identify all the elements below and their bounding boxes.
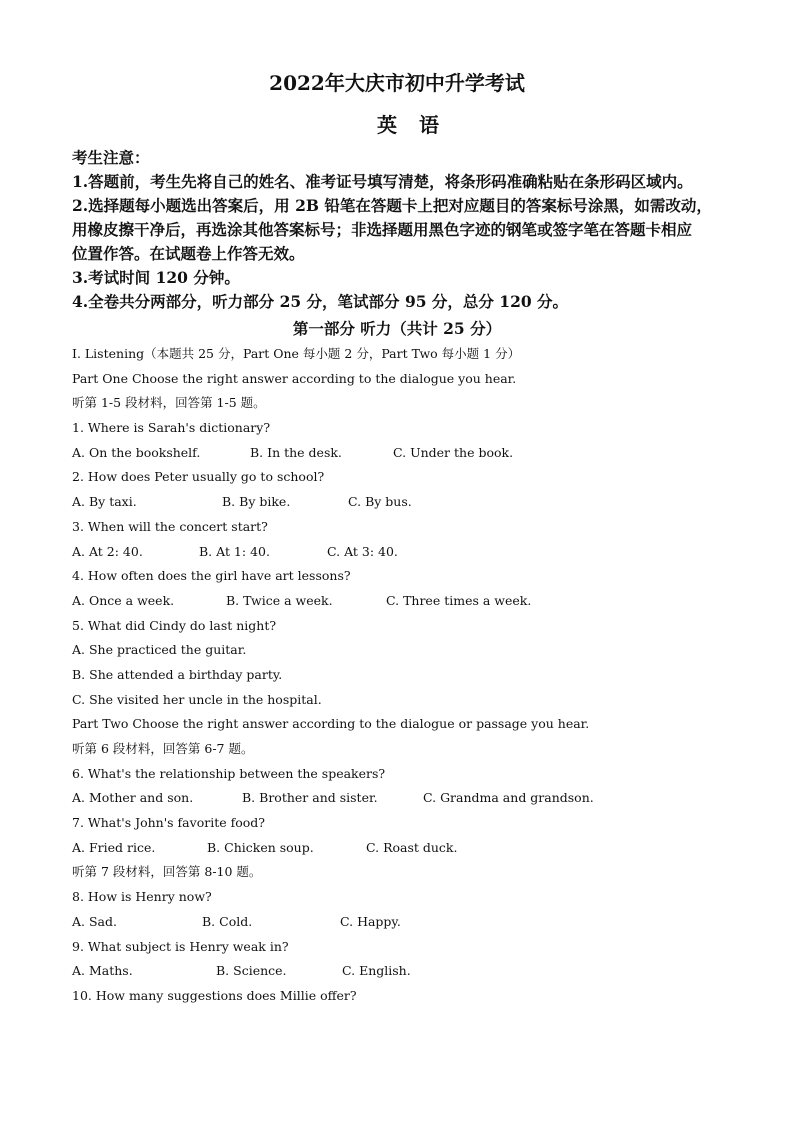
notice-line: 4.全卷共分两部分，听力部分 25 分，笔试部分 95 分，总分 120 分。 <box>72 292 569 311</box>
question-text: 3. When will the concert start? <box>72 518 268 534</box>
material-instruction: 听第 1-5 段材料，回答第 1-5 题。 <box>72 395 266 411</box>
question-text: 8. How is Henry now? <box>72 889 212 905</box>
notice-line: 3.考试时间 120 分钟。 <box>72 268 240 287</box>
question-text: 6. What's the relationship between the speakers? <box>72 765 386 781</box>
part-one-instruction: Part One Choose the right answer according to the dialogue you hear. <box>72 370 517 386</box>
answer-options <box>72 441 732 466</box>
option-a: A. Sad. <box>72 913 117 929</box>
option-a: A. She practiced the guitar. <box>72 642 247 658</box>
answer-options <box>72 786 732 811</box>
answer-options <box>72 959 732 984</box>
answer-options <box>72 589 732 614</box>
notice-heading: 考生注意： <box>72 148 150 167</box>
question-text: 2. How does Peter usually go to school? <box>72 469 325 485</box>
candidate-notice <box>72 146 722 314</box>
option-a: A. Fried rice. <box>72 839 156 855</box>
material-instruction: 听第 7 段材料，回答第 8-10 题。 <box>72 864 262 880</box>
question-text: 7. What's John's favorite food? <box>72 815 265 831</box>
option-b: B. At 1: 40. <box>199 543 270 559</box>
option-b: B. In the desk. <box>250 444 342 460</box>
option-a: A. On the bookshelf. <box>72 444 201 460</box>
listening-section <box>72 342 732 1009</box>
option-b: B. Cold. <box>202 913 253 929</box>
option-c: C. Grandma and grandson. <box>423 790 594 806</box>
question-text: 10. How many suggestions does Millie offer? <box>72 987 357 1003</box>
option-b: B. Brother and sister. <box>242 790 378 806</box>
notice-line: 用橡皮擦干净后，再选涂其他答案标号；非选择题用黑色字迹的钢笔或签字笔在答题卡相应 <box>72 220 693 239</box>
option-a: A. Once a week. <box>72 592 175 608</box>
notice-line: 1.答题前，考生先将自己的姓名、准考证号填写清楚，将条形码准确粘贴在条形码区域内。 <box>72 172 693 191</box>
option-a: A. By taxi. <box>72 494 137 510</box>
section-title: 第一部分 听力（共计 25 分） <box>292 319 502 338</box>
part-two-instruction: Part Two Choose the right answer according to the dialogue or passage you hear. <box>72 716 590 732</box>
answer-options <box>72 490 732 515</box>
option-b: B. Twice a week. <box>226 592 333 608</box>
option-c: C. Three times a week. <box>386 592 532 608</box>
option-c: C. Happy. <box>340 913 401 929</box>
exam-title: 2022年大庆市初中升学考试 <box>269 71 525 95</box>
answer-options <box>72 910 732 935</box>
option-b: B. Science. <box>216 963 287 979</box>
question-text: 4. How often does the girl have art lessons? <box>72 568 351 584</box>
option-b: B. She attended a birthday party. <box>72 666 283 682</box>
option-a: A. Mother and son. <box>72 790 194 806</box>
option-c: C. Roast duck. <box>366 839 458 855</box>
question-text: 9. What subject is Henry weak in? <box>72 938 289 954</box>
option-a: A. Maths. <box>72 963 133 979</box>
listening-heading: I. Listening（本题共 25 分，Part One 每小题 2 分，Part Two 每小题 1 分） <box>72 346 521 361</box>
option-c: C. English. <box>342 963 411 979</box>
notice-line: 位置作答。在试题卷上作答无效。 <box>72 244 305 263</box>
question-text: 1. Where is Sarah's dictionary? <box>72 420 271 436</box>
answer-options <box>72 836 732 861</box>
option-a: A. At 2: 40. <box>72 543 143 559</box>
option-b: B. By bike. <box>222 494 291 510</box>
option-c: C. She visited her uncle in the hospital. <box>72 691 322 707</box>
question-text: 5. What did Cindy do last night? <box>72 617 277 633</box>
material-instruction: 听第 6 段材料，回答第 6-7 题。 <box>72 741 254 756</box>
notice-line: 2.选择题每小题选出答案后，用 2B 铅笔在答题卡上把对应题目的答案标号涂黑，如需改动， <box>72 196 712 215</box>
subject-title: 英语 <box>377 113 461 137</box>
option-c: C. By bus. <box>348 494 412 510</box>
option-c: C. At 3: 40. <box>327 543 398 559</box>
answer-options <box>72 540 732 565</box>
option-b: B. Chicken soup. <box>207 839 314 855</box>
option-c: C. Under the book. <box>393 444 514 460</box>
